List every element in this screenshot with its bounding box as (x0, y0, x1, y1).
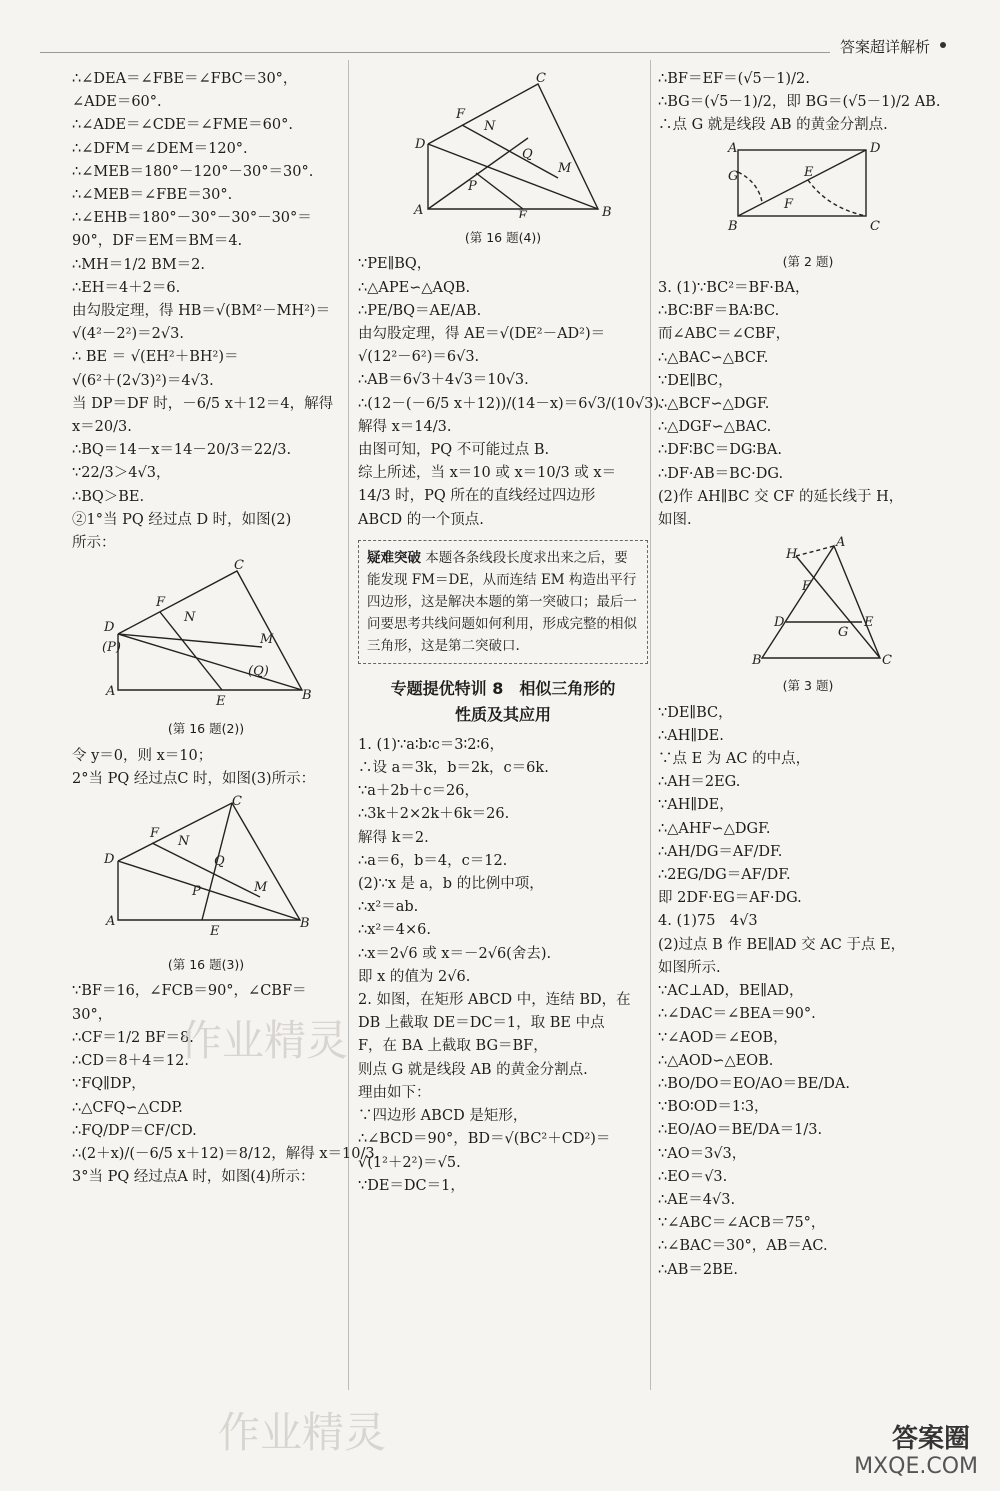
text-line: ∴x²＝ab. (358, 899, 419, 916)
text-line: ∴设 a＝3k，b＝2k，c＝6k. (358, 760, 549, 777)
text-line: ∵∠ABC＝∠ACB＝75°， (658, 1215, 826, 1232)
text-line: √(12²－6²)＝6√3. (358, 349, 480, 366)
text-line: ∵DE∥BC， (658, 372, 733, 389)
text-line: 即 x 的值为 2√6. (358, 968, 471, 985)
text-line: 解得 x＝14/3. (358, 418, 452, 435)
text-line: (2)过点 B 作 BE∥AD 交 AC 于点 E， (658, 936, 906, 953)
header-title: 答案超详解析 (839, 38, 930, 56)
text-line: ∴∠DFM＝∠DEM＝120°. (72, 140, 248, 157)
text-line: ②1°当 PQ 经过点 D 时，如图(2) (72, 511, 292, 528)
svg-text:E: E (804, 164, 814, 180)
text-line: ∵DE∥BC， (658, 704, 733, 721)
svg-text:C: C (536, 71, 546, 86)
svg-text:N: N (178, 834, 190, 850)
text-line: ABCD 的一个顶点. (358, 511, 484, 528)
text-line: ∴∠BCD＝90°，BD＝√(BC²＋CD²)＝ (358, 1131, 611, 1148)
text-line: ∠ADE＝60°. (72, 94, 162, 111)
text-line: ∴DF∶BC＝DG∶BA. (658, 442, 782, 459)
text-line: ∴△BCF∽△DGF. (658, 396, 770, 413)
svg-text:C: C (232, 795, 242, 810)
text-line: 所示： (72, 535, 116, 552)
text-line: ∵AO＝3√3， (658, 1145, 747, 1162)
text-line: ∴点 G 就是线段 AB 的黄金分割点. (658, 117, 888, 134)
figure-16-2 (72, 559, 340, 740)
svg-text:C: C (234, 559, 244, 574)
svg-text:F: F (802, 579, 812, 595)
text-line: ∵AH∥DE， (658, 797, 734, 814)
text-line: ∴BG＝(√5－1)/2，即 BG＝(√5－1)/2 AB. (658, 94, 941, 111)
figure-2 (658, 142, 958, 273)
text-line: ∴AH∥DE. (658, 727, 724, 744)
column-divider (650, 60, 651, 1390)
text-line: ∵AC⊥AD，BE∥AD， (658, 983, 804, 1000)
svg-text:(Q): (Q) (248, 664, 269, 680)
text-line: ∵PE∥BQ， (358, 256, 432, 273)
svg-text:C: C (870, 218, 880, 234)
page-header (40, 36, 960, 56)
text-line: 2. 如图，在矩形 ABCD 中，连结 BD，在 (358, 992, 631, 1009)
text-line: ∴AH＝2EG. (658, 774, 741, 791)
tip-text: 本题各条线段长度求出来之后，要能发现 FM＝DE，从而连结 EM 构造出平行四边形，这是解决本题的第一突破口；最后一问要思考共线问题如何利用，形成完整的相似三角形，这是第二突破口. (367, 549, 637, 654)
text-line: ∴2EG/DG＝AF/DF. (658, 867, 791, 884)
text-line: 解得 k＝2. (358, 829, 429, 846)
svg-text:Q: Q (214, 854, 225, 870)
text-line: 3°当 PQ 经过点A 时，如图(4)所示： (72, 1169, 315, 1186)
text-line: (2)∵x 是 a，b 的比例中项， (358, 876, 544, 893)
figure-16-2-svg (72, 559, 322, 709)
svg-text:P: P (192, 884, 201, 900)
text-line: ∴∠DEA＝∠FBE＝∠FBC＝30°， (72, 71, 298, 87)
section-heading-line2: 性质及其应用 (454, 704, 551, 724)
text-line: ∴EO＝√3. (658, 1168, 728, 1185)
text-line: 2°当 PQ 经过点C 时，如图(3)所示： (72, 770, 316, 787)
text-line: ∴FQ/DP＝CF/CD. (72, 1122, 197, 1139)
text-line: ∴x²＝4×6. (358, 922, 431, 939)
text-line: DB 上截取 DE＝DC＝1，取 BE 中点 (358, 1015, 605, 1032)
svg-text:M: M (260, 632, 274, 648)
svg-text:D: D (104, 852, 115, 868)
svg-text:F: F (150, 826, 160, 842)
svg-text:D: D (774, 615, 785, 631)
svg-text:E: E (216, 694, 226, 710)
text-line: ∵BF＝16，∠FCB＝90°，∠CBF＝ (72, 983, 307, 1000)
svg-text:Q: Q (522, 147, 533, 162)
caption: (第 16 题(3)) (167, 957, 245, 973)
column-divider (348, 60, 349, 1390)
svg-text:B: B (300, 916, 310, 932)
text-line: ∴∠DAC＝∠BEA＝90°. (658, 1006, 816, 1023)
text-line: 综上所述，当 x＝10 或 x＝10/3 或 x＝ (358, 465, 617, 482)
svg-text:B: B (602, 205, 612, 218)
caption: (第 2 题) (782, 253, 834, 269)
watermark: 作业精灵 (218, 1408, 387, 1457)
middle-column (358, 68, 664, 1198)
svg-text:A: A (106, 914, 116, 930)
text-line: 而∠ABC＝∠CBF， (658, 326, 791, 343)
text-line: ∴BQ＝14－x＝14－20/3＝22/3. (72, 442, 292, 459)
text-line: F，在 BA 上截取 BG＝BF， (358, 1038, 548, 1055)
caption: (第 16 题(4)) (464, 230, 542, 246)
text-line: ∴a＝6，b＝4，c＝12. (358, 852, 508, 869)
text-line: 3. (1)∵BC²＝BF·BA， (658, 280, 810, 297)
text-line: 由勾股定理，得 AE＝√(DE²－AD²)＝ (358, 326, 606, 343)
text-line: ∴ BE ＝ √(EH²＋BH²)＝ (72, 349, 239, 366)
text-line: ∴EO/AO＝BE/DA＝1/3. (658, 1122, 823, 1139)
text-line: ∴BQ＞BE. (72, 488, 145, 505)
watermark: 作业精灵 (180, 1016, 349, 1065)
svg-text:M: M (558, 161, 572, 176)
text-line: ∴AB＝6√3＋4√3＝10√3. (358, 372, 529, 389)
text-line: ∴△DGF∽△BAC. (658, 419, 772, 436)
text-line: ∴∠EHB＝180°－30°－30°－30°＝ (72, 210, 312, 227)
svg-text:D: D (104, 620, 115, 636)
text-line: ∴CD＝8＋4＝12. (72, 1053, 189, 1070)
text-line: ∵四边形 ABCD 是矩形， (358, 1108, 528, 1125)
svg-text:D: D (415, 137, 426, 152)
text-line: 令 y＝0，则 x＝10； (72, 747, 213, 764)
section-heading-line1: 专题提优特训 8 相似三角形的 (390, 678, 616, 698)
svg-text:A: A (106, 684, 116, 700)
text-line: √(4²－2²)＝2√3. (72, 326, 184, 343)
text-line: ∴x＝2√6 或 x＝－2√6(舍去). (358, 945, 552, 962)
header-rule (40, 52, 830, 53)
figure-16-4 (358, 68, 648, 249)
text-line: ∴BF＝EF＝(√5－1)/2. (658, 71, 810, 87)
footer-logo: 答案圈 (891, 1424, 970, 1454)
text-line: ∴PE/BQ＝AE/AB. (358, 302, 482, 319)
text-line: 由图可知，PQ 不可能过点 B. (358, 442, 550, 459)
text-line: ∵点 E 为 AC 的中点， (658, 751, 811, 768)
text-line: 当 DP＝DF 时，－6/5 x＋12＝4，解得 (72, 395, 334, 412)
text-line: ∴AB＝2BE. (658, 1261, 738, 1278)
svg-text:(P): (P) (102, 640, 121, 656)
text-line: 14/3 时，PQ 所在的直线经过四边形 (358, 488, 596, 505)
figure-16-3 (72, 795, 340, 976)
svg-text:B: B (752, 653, 762, 667)
text-line: ∴MH＝1/2 BM＝2. (72, 256, 205, 273)
text-line: ∴AH/DG＝AF/DF. (658, 843, 783, 860)
text-line: 4. (1)75 4√3 (658, 913, 758, 930)
svg-text:F: F (784, 196, 794, 212)
svg-text:A: A (414, 203, 424, 218)
text-line: ∴∠MEB＝∠FBE＝30°. (72, 187, 233, 204)
svg-text:N: N (184, 610, 196, 626)
svg-text:B: B (302, 688, 312, 704)
text-line: ∴CF＝1/2 BF＝8. (72, 1029, 194, 1046)
svg-text:G: G (728, 168, 739, 184)
text-line: 1. (1)∵a∶b∶c＝3∶2∶6， (358, 736, 505, 753)
svg-text:F: F (156, 595, 166, 611)
text-line: ∴△CFQ∽△CDP. (72, 1099, 183, 1116)
svg-text:D: D (870, 141, 881, 156)
text-line: ∴(12－(－6/5 x＋12))/(14－x)＝6√3/(10√3). (358, 395, 664, 412)
text-line: ∴BC∶BF＝BA∶BC. (658, 303, 780, 320)
svg-text:H: H (786, 547, 798, 563)
text-line: 如图所示. (658, 959, 721, 976)
text-line: 如图. (658, 512, 692, 529)
text-line: (2)作 AH∥BC 交 CF 的延长线于 H， (658, 488, 904, 505)
svg-text:M: M (254, 880, 268, 896)
figure-3-svg (658, 536, 918, 666)
svg-text:E: E (518, 209, 528, 218)
text-line: ∴∠MEB＝180°－120°－30°＝30°. (72, 163, 314, 180)
svg-text:A: A (836, 536, 846, 551)
text-line: 90°，DF＝EM＝BM＝4. (72, 233, 243, 250)
svg-text:E: E (864, 615, 874, 631)
right-column (658, 68, 958, 1282)
text-line: ∴DF·AB＝BC·DG. (658, 465, 784, 482)
text-line: 由勾股定理，得 HB＝√(BM²－MH²)＝ (72, 303, 331, 320)
text-line: ∵FQ∥DP， (72, 1076, 146, 1093)
svg-text:E: E (210, 924, 220, 940)
svg-text:B: B (728, 218, 738, 234)
figure-2-svg (658, 142, 918, 242)
text-line: ∴BO/DO＝EO/AO＝BE/DA. (658, 1075, 850, 1092)
tip-box (358, 540, 648, 664)
text-line: 则点 G 就是线段 AB 的黄金分割点. (358, 1061, 588, 1078)
text-line: ∴3k＋2×2k＋6k＝26. (358, 806, 510, 823)
section-heading (358, 676, 648, 728)
caption: (第 3 题) (782, 678, 834, 694)
svg-text:N: N (484, 119, 496, 134)
footer-site: MXQE.COM (854, 1454, 978, 1479)
text-line: ∵22/3＞4√3， (72, 465, 171, 482)
svg-text:C: C (882, 653, 892, 667)
text-line: ∵BO∶OD＝1∶3， (658, 1099, 769, 1116)
text-line: √(1²＋2²)＝√5. (358, 1154, 461, 1171)
figure-3 (658, 536, 958, 697)
text-line: ∴(2＋x)/(－6/5 x＋12)＝8/12，解得 x＝10/3. (72, 1145, 380, 1162)
figure-16-4-svg (358, 68, 648, 218)
svg-text:G: G (838, 625, 849, 641)
svg-text:A: A (728, 141, 738, 156)
text-line: ∴∠ADE＝∠CDE＝∠FME＝60°. (72, 117, 293, 134)
text-line: √(6²＋(2√3)²)＝4√3. (72, 372, 214, 389)
caption: (第 16 题(2)) (167, 721, 245, 737)
figure-16-3-svg (72, 795, 322, 945)
text-line: ∴△APE∽△AQB. (358, 279, 471, 296)
text-line: ∴△AHF∽△DGF. (658, 820, 771, 837)
text-line: ∴AE＝4√3. (658, 1191, 736, 1208)
tip-label: 疑难突破 (367, 549, 421, 566)
header-dot (940, 42, 946, 48)
svg-text:P: P (468, 179, 477, 194)
text-line: ∴△AOD∽△EOB. (658, 1052, 774, 1069)
text-line: ∵∠AOD＝∠EOB， (658, 1029, 788, 1046)
text-line: 理由如下： (358, 1084, 431, 1101)
text-line: 即 2DF·EG＝AF·DG. (658, 890, 802, 907)
svg-text:F: F (456, 107, 466, 122)
text-line: ∵DE＝DC＝1， (358, 1177, 465, 1194)
text-line: ∴∠BAC＝30°，AB＝AC. (658, 1238, 828, 1255)
text-line: 30°， (72, 1006, 113, 1023)
text-line: ∴△BAC∽△BCF. (658, 349, 769, 366)
text-line: x＝20/3. (72, 419, 132, 436)
text-line: ∴EH＝4＋2＝6. (72, 279, 181, 296)
text-line: ∵a＋2b＋c＝26， (358, 783, 479, 800)
